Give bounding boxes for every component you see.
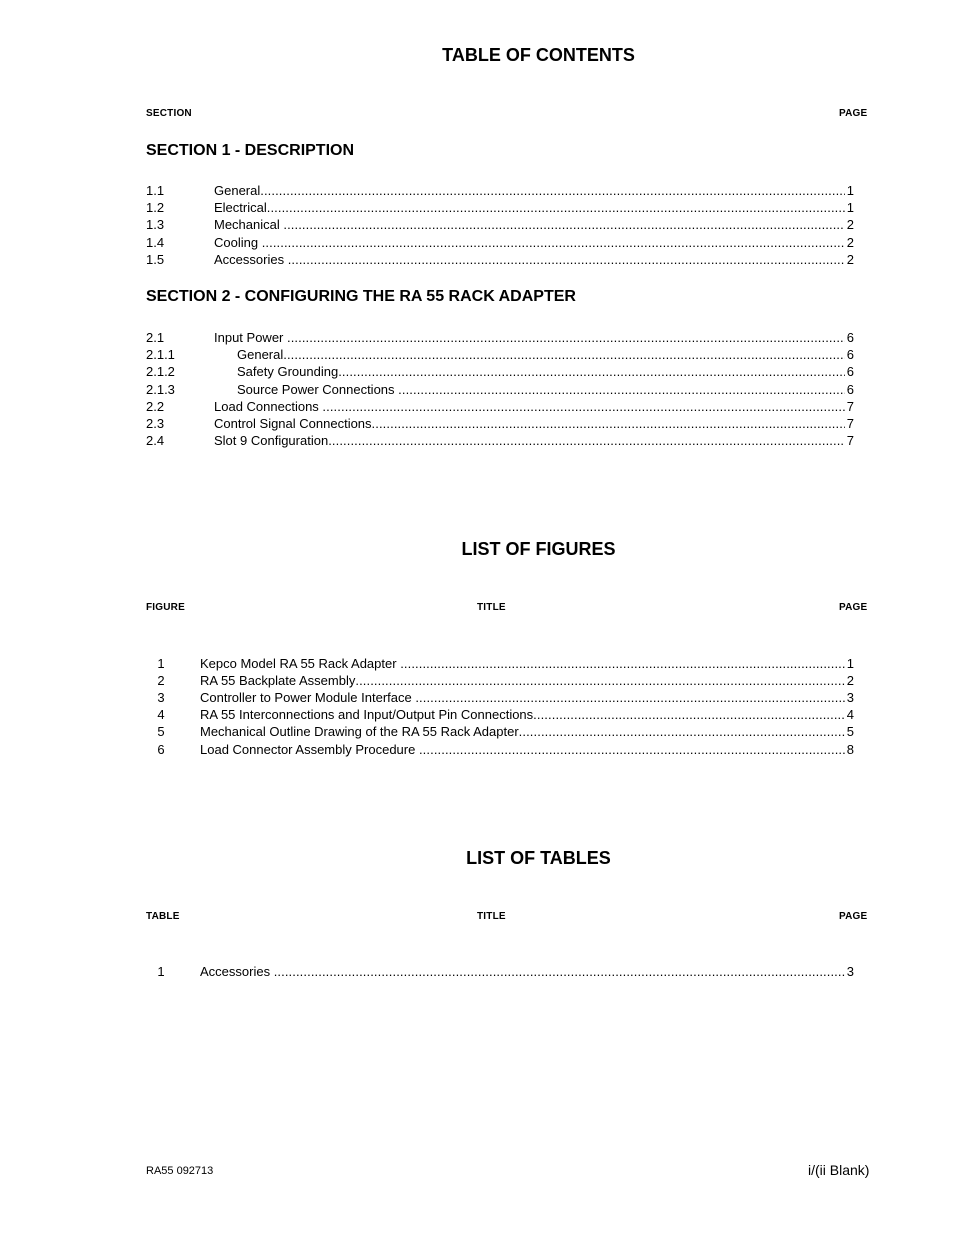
figures-col-page: PAGE [839,602,868,613]
entry-page: 7 [846,416,854,431]
entry-title: Control Signal Connections [214,416,372,431]
dot-leader [283,346,845,363]
tables-col-table: TABLE [146,911,180,922]
entry-title: Mechanical [214,217,284,233]
entry-title: Electrical [214,200,267,216]
entry-page: 3 [846,964,854,979]
entry-title: General [214,183,261,198]
dot-leader [267,199,845,216]
figures-col-title: TITLE [477,602,506,613]
entry-number: 1.4 [146,234,165,250]
toc-entry-row [146,672,854,689]
dot-leader [419,741,845,758]
section-2-heading: SECTION 2 - CONFIGURING THE RA 55 RACK ADAPTER [146,288,576,305]
entry-number: 1 [157,656,165,671]
footer-doc-id: RA55 092713 [146,1165,214,1177]
entry-number: 1.5 [146,251,165,267]
dot-leader [288,251,845,268]
entry-number: 1.3 [146,217,165,233]
entry-title: General [237,347,284,363]
toc-entry-row [146,655,854,672]
entry-title: Mechanical Outline Drawing of the RA 55 Rack Adapter [200,724,519,740]
dot-leader [355,672,844,689]
toc-title: TABLE OF CONTENTS [442,45,635,65]
toc-entry-row [146,415,854,432]
toc-col-section: SECTION [146,108,192,119]
entry-number: 6 [157,741,165,757]
footer-page-number: i/(ii Blank) [808,1162,870,1178]
entry-number: 3 [157,690,165,706]
dot-leader [283,216,844,233]
toc-entry-row [146,216,854,233]
entry-title: Source Power Connections [237,381,399,397]
entry-page: 7 [846,398,854,414]
entry-number: 5 [157,724,165,740]
dot-leader [372,415,845,432]
dot-leader [338,363,845,380]
dot-leader [274,963,845,980]
entry-title: Slot 9 Configuration [214,433,329,449]
figures-col-figure: FIGURE [146,602,185,613]
entry-number: 2.1.1 [146,347,175,363]
entry-page: 8 [846,741,854,757]
toc-entry-row [146,432,854,449]
entry-page: 2 [846,251,854,267]
entry-number: 1 [157,964,165,979]
toc-entry-row [146,723,854,740]
toc-entry-row [146,381,854,398]
toc-entry-row [146,963,854,980]
dot-leader [262,234,845,251]
entry-number: 2.1 [146,330,165,345]
entry-number: 2 [157,673,165,689]
toc-entry-row [146,363,854,380]
entry-page: 6 [846,347,854,363]
entry-page: 3 [846,690,854,706]
entry-page: 6 [846,364,854,380]
entry-number: 2.3 [146,416,165,431]
dot-leader [398,381,845,398]
entry-title: RA 55 Interconnections and Input/Output Pin Connections [200,707,534,723]
entry-number: 2.2 [146,398,165,414]
figures-title: LIST OF FIGURES [461,539,616,559]
tables-col-title: TITLE [477,911,506,922]
entry-title: Kepco Model RA 55 Rack Adapter [200,656,401,671]
toc-entry-row [146,199,854,216]
toc-entry-row [146,689,854,706]
toc-entry-row [146,706,854,723]
toc-entry-row [146,346,854,363]
entry-number: 2.1.2 [146,364,175,380]
dot-leader [415,689,844,706]
toc-entry-row [146,182,854,199]
entry-number: 4 [157,707,165,723]
entry-page: 1 [846,200,854,216]
entry-title: Input Power [214,330,287,345]
dot-leader [533,706,845,723]
dot-leader [328,432,845,449]
entry-title: RA 55 Backplate Assembly [200,673,356,689]
entry-page: 2 [846,234,854,250]
toc-entry-row [146,329,854,346]
entry-number: 1.2 [146,200,165,216]
section-1-heading: SECTION 1 - DESCRIPTION [146,142,355,159]
entry-title: Load Connections [214,398,323,414]
entry-title: Controller to Power Module Interface [200,690,416,706]
toc-entry-row [146,398,854,415]
entry-title: Accessories [214,251,288,267]
entry-page: 6 [846,381,854,397]
tables-col-page: PAGE [839,911,868,922]
entry-number: 2.1.3 [146,381,175,397]
entry-page: 1 [846,183,854,198]
entry-title: Cooling [214,234,262,250]
entry-page: 2 [846,217,854,233]
toc-entry-row [146,234,854,251]
toc-entry-row [146,741,854,758]
entry-page: 1 [846,656,854,671]
entry-title: Safety Grounding [237,364,339,380]
dot-leader [400,655,845,672]
dot-leader [322,398,844,415]
entry-page: 4 [846,707,854,723]
toc-col-page: PAGE [839,108,868,119]
entry-page: 6 [846,330,854,345]
dot-leader [287,329,845,346]
tables-title: LIST OF TABLES [466,848,611,868]
entry-page: 2 [846,673,854,689]
entry-page: 7 [846,433,854,449]
entry-number: 2.4 [146,433,165,449]
dot-leader [260,182,845,199]
entry-number: 1.1 [146,183,165,198]
entry-title: Accessories [200,964,274,979]
toc-entry-row [146,251,854,268]
dot-leader [519,723,845,740]
entry-page: 5 [846,724,854,740]
entry-title: Load Connector Assembly Procedure [200,741,419,757]
